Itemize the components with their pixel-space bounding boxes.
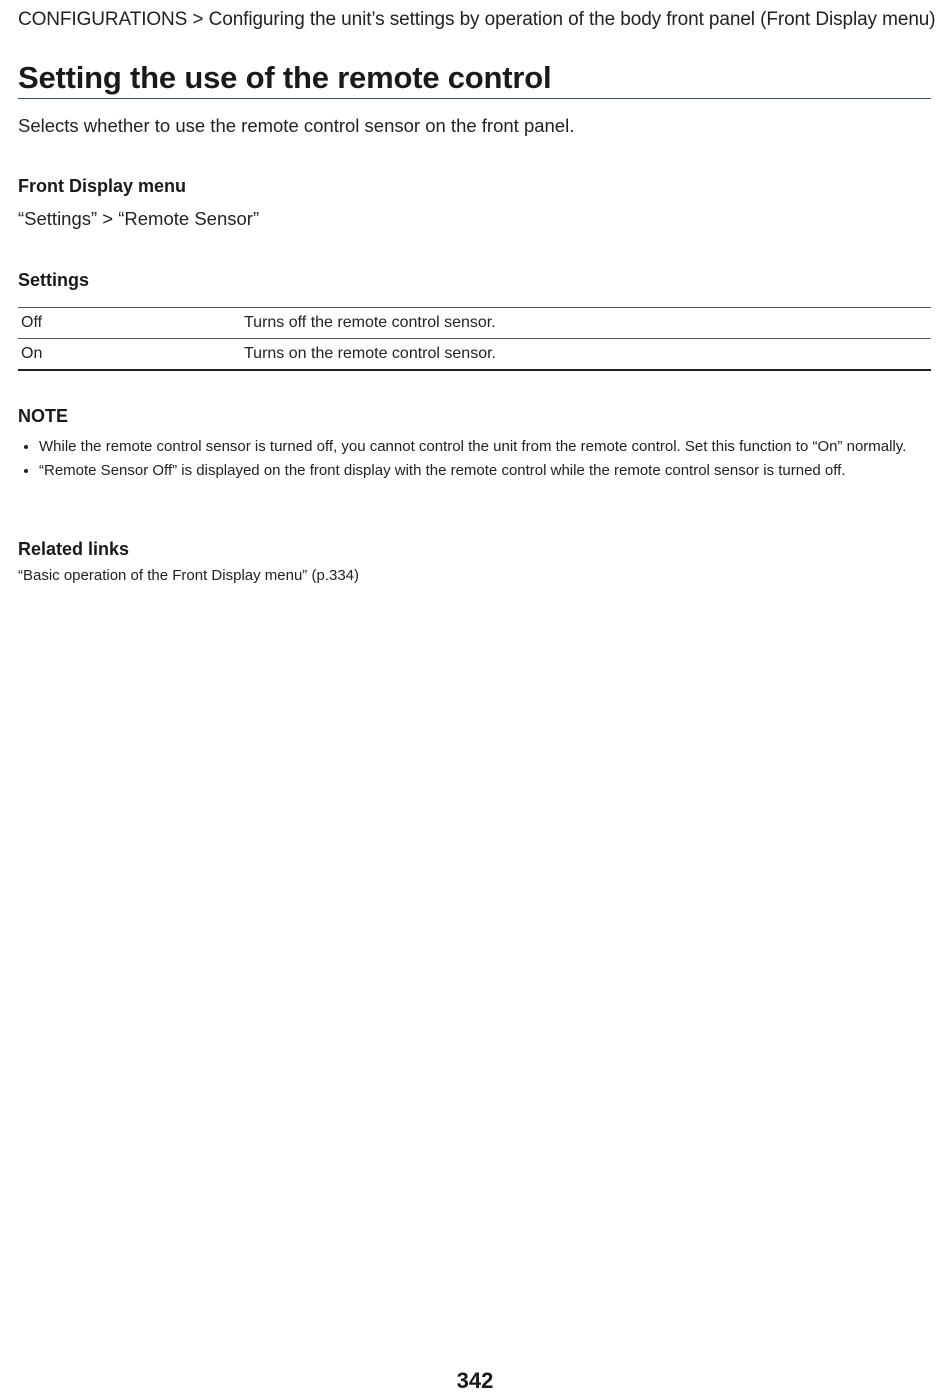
table-row bbox=[18, 339, 931, 371]
page-number: 342 bbox=[456, 1368, 494, 1393]
setting-description: Turns off the remote control sensor. bbox=[241, 308, 931, 339]
note-list bbox=[18, 437, 919, 485]
page-title: Setting the use of the remote control bbox=[18, 60, 931, 99]
settings-heading: Settings bbox=[18, 270, 90, 290]
intro-text: Selects whether to use the remote control sensor on the front panel. bbox=[18, 115, 575, 136]
menu-path: “Settings” > “Remote Sensor” bbox=[18, 208, 260, 229]
setting-option: Off bbox=[18, 308, 241, 339]
note-heading: NOTE bbox=[18, 406, 69, 426]
related-links-heading: Related links bbox=[18, 539, 130, 559]
settings-table bbox=[18, 307, 931, 371]
list-item: • While the remote control sensor is turned off, you cannot control the unit from the remote control. Set this function to “On” normally. bbox=[39, 437, 919, 457]
table-row bbox=[18, 308, 931, 339]
front-display-menu-heading: Front Display menu bbox=[18, 176, 187, 196]
setting-option: On bbox=[18, 339, 241, 371]
setting-description: Turns on the remote control sensor. bbox=[241, 339, 931, 371]
list-item: • “Remote Sensor Off” is displayed on the front display with the remote control while the remote control sensor is turned off. bbox=[39, 461, 919, 481]
breadcrumb: CONFIGURATIONS > Configuring the unit’s settings by operation of the body front panel (Front Display menu) bbox=[18, 9, 936, 30]
related-link[interactable]: “Basic operation of the Front Display menu” (p.334) bbox=[18, 567, 359, 584]
